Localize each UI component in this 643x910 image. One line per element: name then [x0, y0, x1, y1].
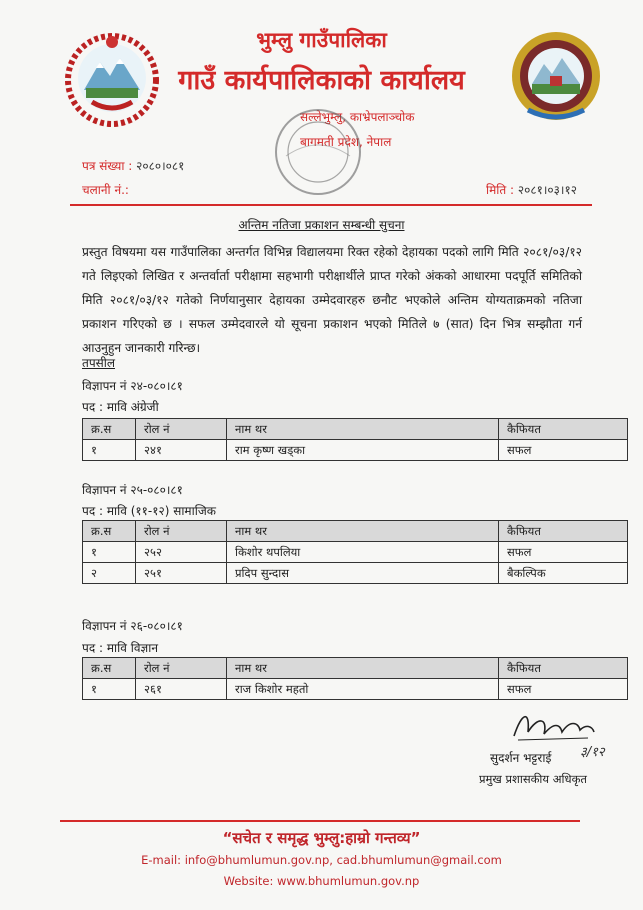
municipality-name: भुम्लु गाउँपालिका — [256, 28, 387, 52]
header-divider — [70, 204, 592, 206]
table-header-row — [83, 521, 628, 542]
footer-email: E-mail: info@bhumlumun.gov.np, cad.bhumlumun@gmail.com — [141, 853, 502, 867]
col-sn: क्र.स — [83, 658, 136, 679]
table-row — [83, 679, 628, 700]
col-name: नाम थर — [227, 419, 499, 440]
cell-sn: २ — [83, 563, 136, 584]
col-name: नाम थर — [227, 521, 499, 542]
result-table — [82, 657, 628, 700]
col-sn: क्र.स — [83, 521, 136, 542]
table-header-row — [83, 658, 628, 679]
col-sn: क्र.स — [83, 419, 136, 440]
cell-sn: १ — [83, 440, 136, 461]
col-remark: कैफियत — [499, 658, 628, 679]
notice-subject: अन्तिम नतिजा प्रकाशन सम्बन्धी सुचना — [238, 218, 405, 232]
post-name: पद : मावि अंग्रेजी — [82, 400, 159, 414]
letter-date: मिति : २०८१।०३।१२ — [486, 183, 577, 197]
cell-roll: २५१ — [136, 563, 227, 584]
cell-sn: १ — [83, 542, 136, 563]
signer-title: प्रमुख प्रशासकीय अधिकृत — [479, 772, 587, 786]
table-row — [83, 440, 628, 461]
footer-slogan: “सचेत र समृद्ध भुम्लु:हाम्रो गन्तव्य” — [222, 829, 421, 847]
col-remark: कैफियत — [499, 521, 628, 542]
office-name: गाउँ कार्यपालिकाको कार्यालय — [178, 65, 465, 96]
municipality-logo — [510, 30, 602, 122]
post-name: पद : मावि (११-१२) सामाजिक — [82, 504, 216, 518]
table-header-row — [83, 419, 628, 440]
cell-roll: २५२ — [136, 542, 227, 563]
cell-roll: २६१ — [136, 679, 227, 700]
signer-name: सुदर्शन भट्टराई — [490, 751, 552, 765]
cell-remark: सफल — [499, 440, 628, 461]
table-row — [83, 542, 628, 563]
cell-sn: १ — [83, 679, 136, 700]
office-stamp — [268, 104, 368, 200]
cell-name: किशोर थपलिया — [227, 542, 499, 563]
address-line-1: सल्लेभुम्लु, काभ्रेपलाञ्चोक — [300, 110, 415, 124]
col-roll: रोल नं — [136, 658, 227, 679]
cell-roll: २४१ — [136, 440, 227, 461]
notice-body: प्रस्तुत विषयमा यस गाउँपालिका अन्तर्गत विभिन्न विद्यालयमा रिक्त रहेको देहायका पदको लागि मिति २०८१/०३/१२ गते लिइएको लिखित र अन्तर्वार्ता परीक्षामा सहभागी परीक्षार्थीले प्राप्त गरेको अंकको आधारमा पदपूर्ति समितिको मिति २०८१/०३/१२ गतेको निर्णयानुसार देहायका उम्मेदवारहरु छनौट भएकोले अन्तिम योग्यताक्रमको नतिजा प्रकाशन गरिएको छ । सफल उम्मेदवारले यो सूचना प्रकाशन भएको मितिले ७ (सात) दिन भित्र सम्झौता गर्न आउनुहुन जानकारी गरिन्छ। — [82, 245, 582, 355]
advert-number: विज्ञापन नं २४-०८०।८१ — [82, 379, 183, 393]
result-table — [82, 520, 628, 584]
cell-remark: बैकल्पिक — [499, 563, 628, 584]
col-roll: रोल नं — [136, 521, 227, 542]
cell-name: राम कृष्ण खड्का — [227, 440, 499, 461]
result-table — [82, 418, 628, 461]
cell-name: राज किशोर महतो — [227, 679, 499, 700]
cell-name: प्रदिप सुन्दास — [227, 563, 499, 584]
footer-divider — [60, 820, 580, 822]
cell-remark: सफल — [499, 542, 628, 563]
advert-number: विज्ञापन नं २६-०८०।८१ — [82, 619, 183, 633]
dispatch-number: चलानी नं.: — [82, 183, 129, 197]
post-name: पद : मावि विज्ञान — [82, 641, 158, 655]
footer-website: Website: www.bhumlumun.gov.np — [223, 874, 420, 888]
table-row — [83, 563, 628, 584]
col-remark: कैफियत — [499, 419, 628, 440]
details-label: तपसील — [82, 356, 116, 370]
cell-remark: सफल — [499, 679, 628, 700]
reference-number: पत्र संख्या : २०८०।०८१ — [82, 159, 185, 173]
col-name: नाम थर — [227, 658, 499, 679]
advert-number: विज्ञापन नं २५-०८०।८१ — [82, 483, 183, 497]
handwritten-signature — [508, 706, 598, 746]
signature-date: ३/१२ — [580, 745, 605, 760]
address-line-2: बागमती प्रदेश, नेपाल — [300, 135, 392, 149]
col-roll: रोल नं — [136, 419, 227, 440]
